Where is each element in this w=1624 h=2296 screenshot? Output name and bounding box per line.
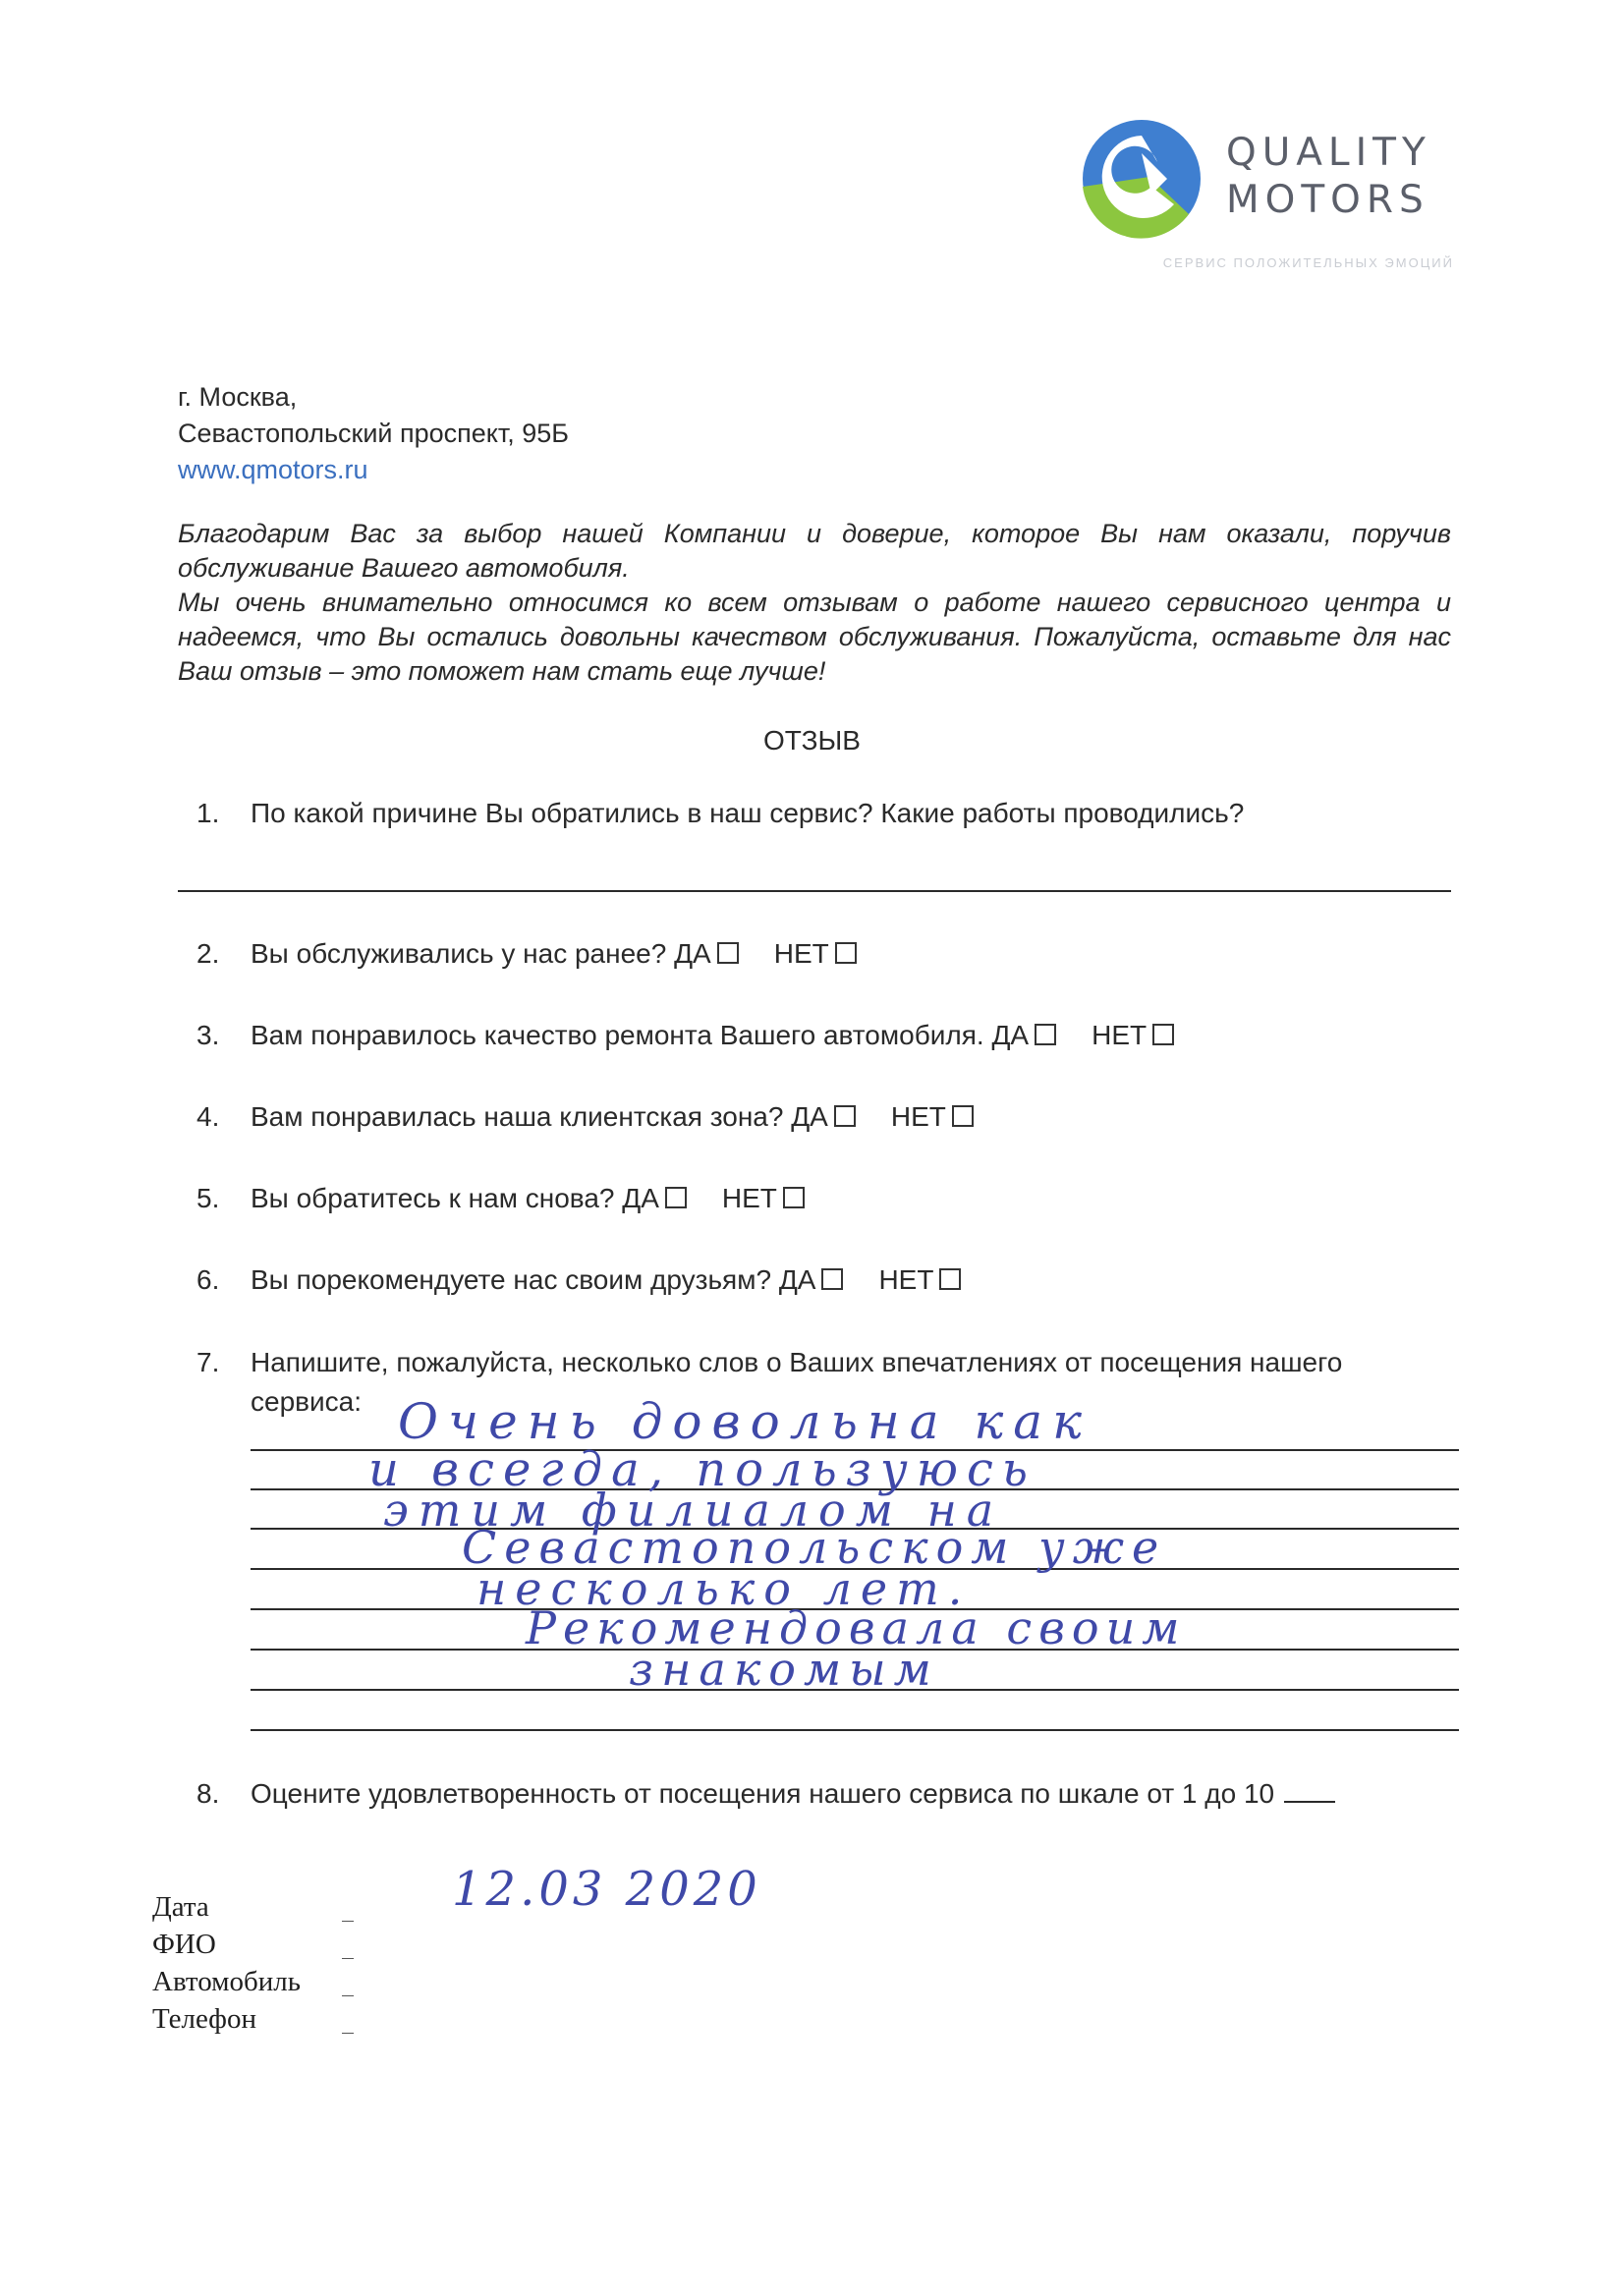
question-text: Оцените удовлетворенность от посещения нашего сервиса по шкале от 1 до 10 — [251, 1778, 1275, 1809]
handwritten-line-4: Севастопольском уже — [462, 1521, 1167, 1574]
question-6 — [196, 1262, 961, 1298]
handwritten-date: 12.03 2020 — [452, 1862, 761, 1917]
question-number: 3. — [196, 1020, 220, 1050]
answer-line[interactable] — [251, 1729, 1459, 1731]
handwritten-line-7: знакомым — [629, 1643, 939, 1696]
company-logo — [1081, 118, 1474, 285]
no-checkbox[interactable] — [1152, 1024, 1174, 1045]
logo-wordmark — [1226, 130, 1431, 224]
intro-paragraph-1: Благодарим Вас за выбор нашей Компании и доверие, которое Вы нам оказали, поручив обслуживание Вашего автомобиля. — [178, 519, 1451, 583]
yes-label: ДА — [791, 1101, 828, 1132]
field-car-line[interactable] — [342, 1995, 354, 1996]
yes-label: ДА — [674, 938, 711, 969]
no-label: НЕТ — [890, 1101, 946, 1132]
question-1 — [196, 796, 1244, 831]
question-5 — [196, 1181, 805, 1216]
intro-text — [178, 517, 1451, 689]
question-3 — [196, 1018, 1174, 1053]
intro-paragraph-2: Мы очень внимательно относимся ко всем отзывам о работе нашего сервисного центра и надеемся, что Вы остались довольны качеством обслуживания. Пожалуйста, оставьте для нас Ваш отзыв – это поможет нам стать еще лучше! — [178, 588, 1451, 686]
field-name-line[interactable] — [342, 1958, 354, 1959]
logo-line-1: QUALITY — [1226, 131, 1431, 175]
no-checkbox[interactable] — [835, 942, 857, 964]
field-date-label: Дата — [152, 1891, 209, 1923]
question-text: По какой причине Вы обратились в наш сервис? Какие работы проводились? — [251, 798, 1245, 828]
yes-label: ДА — [778, 1264, 816, 1295]
rating-blank[interactable] — [1284, 1801, 1335, 1803]
yes-checkbox[interactable] — [665, 1187, 687, 1208]
address-street: Севастопольский проспект, 95Б — [178, 419, 570, 448]
no-label: НЕТ — [773, 938, 829, 969]
question-text: Вам понравилось качество ремонта Вашего автомобиля. — [251, 1020, 984, 1050]
question-number: 7. — [196, 1347, 220, 1377]
question-text-line-2: сервиса: — [251, 1386, 363, 1417]
form-heading: ОТЗЫВ — [763, 725, 861, 756]
question-text: Вы обратитесь к нам снова? — [251, 1183, 615, 1213]
field-date-line[interactable] — [342, 1921, 354, 1922]
question-text: Вы обслуживались у нас ранее? — [251, 938, 667, 969]
question-number: 8. — [196, 1778, 220, 1809]
yes-label: ДА — [622, 1183, 659, 1213]
logo-line-2: MOTORS — [1226, 178, 1429, 222]
no-label: НЕТ — [721, 1183, 777, 1213]
yes-checkbox[interactable] — [717, 942, 739, 964]
address-city: г. Москва, — [178, 382, 298, 412]
question-text-line-1: Напишите, пожалуйста, несколько слов о Ваших впечатлениях от посещения нашего — [251, 1347, 1343, 1377]
question-text: Вы порекомендуете нас своим друзьям? — [251, 1264, 772, 1295]
address-block — [178, 379, 569, 488]
field-phone-line[interactable] — [342, 2033, 354, 2034]
answer-line[interactable] — [178, 890, 1451, 892]
field-car-label: Автомобиль — [152, 1966, 301, 1997]
logo-slogan: СЕРВИС ПОЛОЖИТЕЛЬНЫХ ЭМОЦИЙ — [1162, 255, 1454, 270]
handwritten-line-3: этим филиалом на — [383, 1484, 1004, 1537]
yes-label: ДА — [991, 1020, 1030, 1050]
question-number: 6. — [196, 1264, 220, 1295]
yes-checkbox[interactable] — [834, 1105, 856, 1127]
yes-checkbox[interactable] — [1035, 1024, 1056, 1045]
no-checkbox[interactable] — [783, 1187, 805, 1208]
question-number: 2. — [196, 938, 220, 969]
question-text: Вам понравилась наша клиентская зона? — [251, 1101, 784, 1132]
no-checkbox[interactable] — [939, 1268, 961, 1290]
handwritten-line-2: и всегда, пользуюсь — [368, 1442, 1037, 1497]
handwritten-line-1: Очень довольна как — [398, 1393, 1092, 1450]
no-label: НЕТ — [1092, 1020, 1148, 1050]
question-number: 5. — [196, 1183, 220, 1213]
question-number: 1. — [196, 798, 220, 828]
question-number: 4. — [196, 1101, 220, 1132]
question-8 — [196, 1778, 1335, 1810]
quality-motors-q-logo-icon — [1081, 118, 1204, 241]
yes-checkbox[interactable] — [821, 1268, 843, 1290]
question-4 — [196, 1099, 974, 1135]
question-2 — [196, 936, 857, 972]
website-link[interactable]: www.qmotors.ru — [178, 455, 368, 484]
handwritten-line-5: несколько лет. — [476, 1562, 972, 1615]
handwritten-line-6: Рекомендовала своим — [526, 1601, 1187, 1654]
field-name-label: ФИО — [152, 1929, 216, 1960]
field-phone-label: Телефон — [152, 2003, 256, 2035]
no-checkbox[interactable] — [952, 1105, 974, 1127]
no-label: НЕТ — [878, 1264, 934, 1295]
